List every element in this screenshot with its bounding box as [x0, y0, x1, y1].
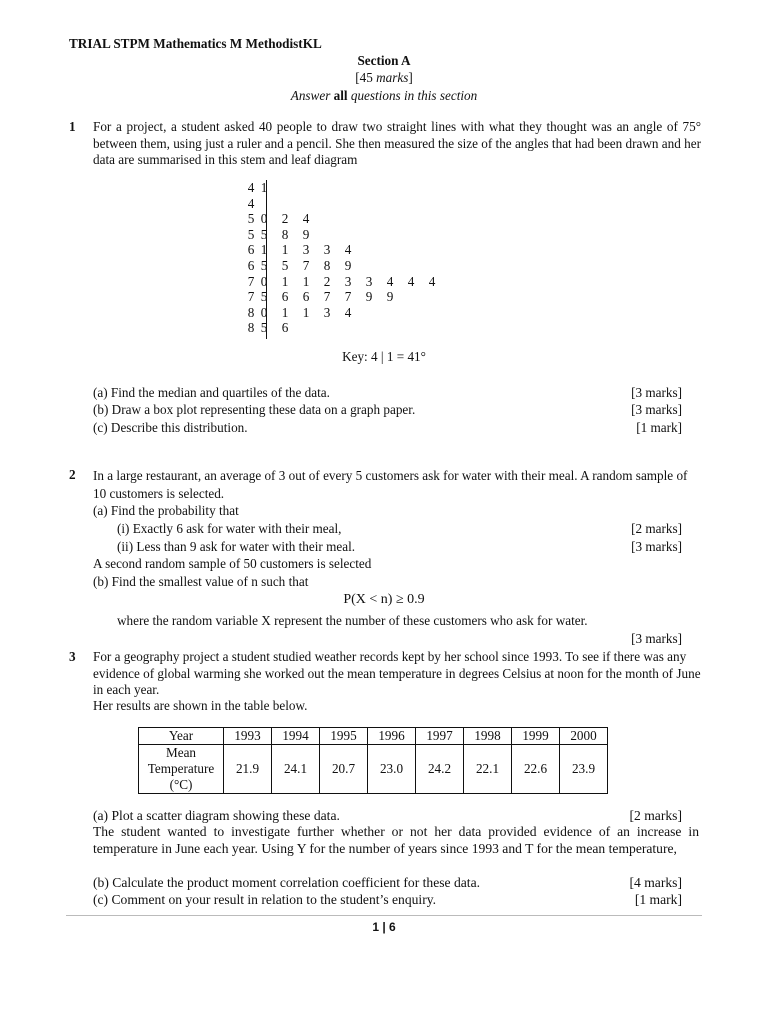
leaf-value: 4 — [407, 273, 415, 289]
table-cell-year: 1996 — [368, 728, 416, 745]
q1-text: For a project, a student asked 40 people to draw two straight lines with what they thought was an angle of 75° between them, using just a ruler and a pencil. She then measured the size of the angles that had been drawn and her data are summarised in this stem and leaf diagram — [93, 119, 701, 167]
section-marks: [45 marks] — [355, 70, 413, 85]
table-cell-temperature: 20.7 — [320, 745, 368, 794]
q2-formula: P(X < n) ≥ 0.9 — [343, 592, 425, 607]
q3-number: 3 — [69, 649, 76, 664]
q2-text: In a large restaurant, an average of 3 out of every 5 customers ask for water with their meal. A random sample of 10 customers is selected. — [93, 468, 688, 501]
leaf-value: 1 — [302, 273, 310, 289]
table-cell-temperature: 21.9 — [224, 745, 272, 794]
leaf-value: 9 — [344, 258, 352, 273]
table-header-year: Year — [139, 728, 224, 745]
page-number: 1 | 6 — [372, 920, 396, 934]
table-cell-year: 1998 — [464, 728, 512, 745]
leaf-value: 4 — [386, 273, 394, 289]
stem-leaf-divider — [266, 180, 267, 339]
q2-part-a-i-marks: [2 marks] — [631, 521, 682, 536]
leaf-value: 6 — [281, 320, 289, 336]
leaf-value: 3 — [323, 242, 331, 258]
leaf-value: 1 — [260, 180, 268, 195]
leaf-value: 4 — [302, 211, 310, 227]
q3-part-b: (b) Calculate the product moment correlation coefficient for these data. — [93, 875, 481, 890]
table-cell-year: 1995 — [320, 728, 368, 745]
stem-value: 4 — [247, 195, 255, 211]
stem-leaf-key: Key: 4 | 1 = 41° — [342, 349, 426, 364]
q2-second-sample: A second random sample of 50 customers is selected — [93, 556, 372, 571]
stem-value: 7 — [247, 273, 255, 289]
leaf-value: 7 — [344, 289, 352, 305]
leaf-value: 0 — [260, 304, 268, 320]
leaf-value: 2 — [323, 273, 331, 289]
leaf-value: 3 — [323, 304, 331, 320]
temperature-table — [138, 727, 608, 794]
section-instruction: Answer all questions in this section — [290, 88, 478, 103]
table-cell-year: 2000 — [560, 728, 608, 745]
table-row-temperatures — [139, 745, 608, 794]
q1-part-b: (b) Draw a box plot representing these data on a graph paper. — [93, 402, 416, 417]
stem-value: 6 — [247, 242, 255, 258]
leaf-value: 5 — [281, 258, 289, 273]
leaf-value: 4 — [428, 273, 436, 289]
q2-part-a-ii-marks: [3 marks] — [631, 539, 682, 554]
table-cell-temperature: 24.2 — [416, 745, 464, 794]
leaf-value: 4 — [344, 304, 352, 320]
table-cell-temperature: 23.0 — [368, 745, 416, 794]
leaf-value: 2 — [281, 211, 289, 227]
leaf-value: 6 — [281, 289, 289, 305]
q1-part-b-marks: [3 marks] — [631, 402, 682, 417]
q2-part-a-ii: (ii) Less than 9 ask for water with their meal. — [117, 539, 356, 554]
table-cell-temperature: 24.1 — [272, 745, 320, 794]
leaf-value: 1 — [302, 304, 310, 320]
stem-value: 5 — [247, 211, 255, 227]
leaf-value: 1 — [281, 242, 289, 258]
table-cell-year: 1997 — [416, 728, 464, 745]
leaf-value: 7 — [323, 289, 331, 305]
leaf-value: 3 — [365, 273, 373, 289]
q2-number: 2 — [69, 467, 76, 482]
q3-text: For a geography project a student studied weather records kept by her school since 1993. To see if there was any evidence of global warming she worked out the mean temperature in degrees Celsius at noon for the month of June in each year. — [93, 649, 701, 697]
leaf-value: 9 — [386, 289, 394, 305]
stem-value: 4 — [247, 180, 255, 195]
leaf-value: 9 — [365, 289, 373, 305]
leaf-value: 0 — [260, 211, 268, 227]
q3-part-c-marks: [1 mark] — [634, 892, 682, 907]
leaf-value: 5 — [260, 258, 268, 273]
q3-part-c: (c) Comment on your result in relation to the student’s enquiry. — [93, 892, 437, 907]
table-cell-temperature: 22.1 — [464, 745, 512, 794]
stem-value: 7 — [247, 289, 255, 305]
leaf-value: 6 — [302, 289, 310, 305]
footer-divider — [66, 915, 702, 916]
stem-value: 6 — [247, 258, 255, 273]
leaf-value: 3 — [344, 273, 352, 289]
table-cell-year: 1994 — [272, 728, 320, 745]
leaf-value: 5 — [260, 320, 268, 336]
table-cell-temperature: 22.6 — [512, 745, 560, 794]
q2-part-b-marks: [3 marks] — [631, 631, 682, 646]
q2-part-a: (a) Find the probability that — [93, 503, 239, 518]
leaf-value: 8 — [323, 258, 331, 273]
leaf-value: 5 — [260, 289, 268, 305]
leaf-value: 1 — [281, 273, 289, 289]
leaf-value: 5 — [260, 226, 268, 242]
leaf-value: 1 — [281, 304, 289, 320]
document-title: TRIAL STPM Mathematics M MethodistKL — [69, 36, 322, 51]
q3-part-a-marks: [2 marks] — [629, 808, 682, 823]
stem-value: 8 — [247, 304, 255, 320]
q3-middle-text: The student wanted to investigate further whether or not her data provided evidence of an increase in temperature in June each year. Using Y for the number of years since 1993 and T for the mean temperature, — [93, 824, 699, 856]
leaf-value: 0 — [260, 273, 268, 289]
leaf-value: 7 — [302, 258, 310, 273]
leaf-value: 3 — [302, 242, 310, 258]
q2-part-b: (b) Find the smallest value of n such that — [93, 574, 309, 589]
q1-number: 1 — [69, 119, 76, 134]
leaf-value: 4 — [344, 242, 352, 258]
section-heading: Section A — [357, 53, 411, 68]
q1-part-c: (c) Describe this distribution. — [93, 420, 248, 435]
table-row-years — [139, 728, 608, 745]
q2-part-a-i: (i) Exactly 6 ask for water with their meal, — [117, 521, 342, 536]
table-cell-temperature: 23.9 — [560, 745, 608, 794]
table-header-mean-temperature: Mean Temperature (°C) — [139, 745, 224, 794]
q1-part-a: (a) Find the median and quartiles of the data. — [93, 385, 330, 400]
table-cell-year: 1999 — [512, 728, 560, 745]
table-cell-year: 1993 — [224, 728, 272, 745]
q3-part-a: (a) Plot a scatter diagram showing these data. — [93, 808, 340, 823]
leaf-value: 1 — [260, 242, 268, 258]
leaf-value: 9 — [302, 226, 310, 242]
q1-part-a-marks: [3 marks] — [631, 385, 682, 400]
q2-where: where the random variable X represent the number of these customers who ask for water. — [117, 613, 588, 628]
q3-results-intro: Her results are shown in the table below. — [93, 698, 308, 713]
leaf-value: 8 — [281, 226, 289, 242]
stem-value: 5 — [247, 226, 255, 242]
q3-part-b-marks: [4 marks] — [629, 875, 682, 890]
stem-value: 8 — [247, 320, 255, 336]
q1-part-c-marks: [1 mark] — [636, 420, 682, 435]
